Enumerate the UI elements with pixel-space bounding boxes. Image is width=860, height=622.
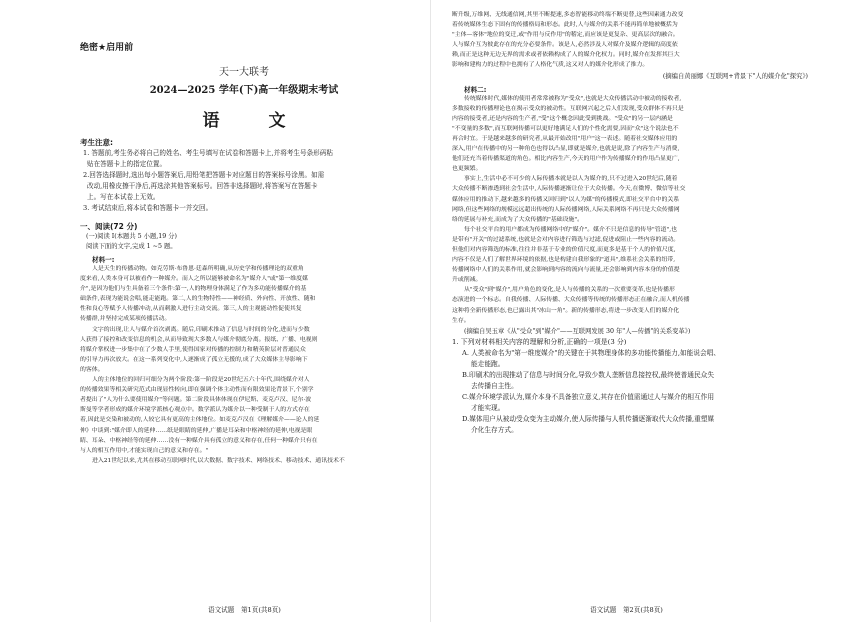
text-line: 从"受众"到"媒介",用户角色的变化,是人与传播的关系的一次重要变革,也是传播形: [464, 287, 675, 294]
text-line: 但他们对内容筛选的标准,往往并非基于专业的价值尺度,而更多是基于个人的价值尺度,: [452, 246, 676, 253]
text-line: 传播网络中人们的关系作用,就会影响到内容的流向与流量,还会影响到内容本身的价值提: [452, 267, 680, 274]
text-line: 生存。: [452, 317, 470, 324]
text-line: 内容的接受者,还是内容的生产者,"受"这个概念因此受到挑战。"受众"的另一层内涵是: [452, 115, 673, 122]
text-line: 着传统媒体生态下固有的传播格局和形态。此时,人与媒介的关系不能再简单地被概括为: [452, 22, 678, 29]
text-line: 大众传播不断渗透到社会生活中,人际传播逐渐让位于大众传播。今天,在微博、微信等社交: [452, 186, 686, 193]
right-page: [430, 0, 860, 622]
text-line: 的客体。: [80, 366, 104, 373]
exam-org: 天一大联考: [219, 67, 269, 78]
text-line: 人与媒介互为彼此存在的充分必要条件。该是人,必然涉及人对媒介及媒介逻辑的高度依: [452, 42, 678, 49]
text-line: 影响和建构力的过程中也拥有了人格化气质,这又对人的媒介化形成了推力。: [452, 62, 649, 69]
text-line: 斯曼等学者形成的媒介环境学派核心观点中。数学派认为媒介以一种受制于人的方式存在: [80, 407, 310, 414]
notice-item: 2.回答选择题时,选出每小题答案后,用铅笔把答题卡对应题目的答案标号涂黑。如需: [83, 171, 325, 179]
text-line: 的传播效果等相关研究范式由现显性转向,即在强调个体主动性而有限效果论背景下,个别学: [80, 387, 314, 394]
text-line: 每个社交平台的用户都成为传播网络中的"媒介"。媒介不只是信息的传导"管道",也: [464, 226, 677, 233]
option-c: C.媒介环境学派认为,媒介本身不具备独立意义,其存在价值需通过人与媒介的相互作用: [462, 392, 715, 401]
text-line: 断升级,万维网、无线通信网,其里不断提速,多态智能移动终端不断更替,这些因素通力改变: [452, 12, 684, 18]
text-line: 础条件,表现为能说会唱,能走能跑。第二,人的生物特性——神经质、外向性、开放性、随和: [80, 296, 316, 303]
material-1-source: (摘编自黄丽娜《互联网+背景下"人的媒介化"探究》): [662, 72, 808, 80]
text-line: 进入21世纪以来,尤其在移动互联网时代,以大数据、数字技术、网络技术、移动技术、通讯技术不: [92, 457, 345, 464]
notice-heading: 考生注意:: [80, 138, 113, 147]
option-a: A. 人类被命名为"第一维度媒介"的关键在于其物理身体的多功能传播能力,如能说会唱、: [462, 348, 721, 357]
text-line: 媒体应用的推动下,越来越多的传播又回归到"以人为媒"的传播模式,即社交平台中的关系: [452, 196, 680, 203]
text-line: 性和良心等赋予人传播冲动,从而刺激人进行主动交流。第三,人的主观能动性促使其复: [80, 306, 302, 313]
option-b: B.印刷术的出现推动了信息与时间分化,导致少数人垄断信息接控权,最终使普通民众失: [462, 370, 715, 379]
option-d-cont: 介化生存方式。: [471, 425, 518, 434]
text-line: "不变量的多数",而互联网传播可以更好地满足人们的个性化需要,因而"众"这个说法也不: [452, 125, 679, 132]
text-line: 赖,而正是这种无边无界的需求或者依赖构成了人的媒介化权力。同时,媒介在发挥其巨大: [452, 52, 680, 59]
text-line: 升或削减。: [452, 277, 482, 284]
notice-item: 3. 考试结束后,将本试卷和答题卡一并交回。: [83, 204, 213, 212]
text-line: 人的主体地位的回归可细分为两个阶段:第一阶段是20世纪五六十年代,围绕媒介对人: [92, 377, 310, 384]
text-line: 度来看,人类本身可以被看作一种媒介。而人之所以能够被命名为"媒介人"或"第一维度媒: [80, 276, 308, 283]
material-1-label: 材料一:: [92, 256, 115, 264]
option-a-cont: 能走能跑。: [471, 359, 505, 368]
question-1: [452, 337, 808, 436]
text-line: 他们还充当着传播渠道的角色。相比内容生产,今天的用户作为传播媒介的作用凸显更广,: [452, 156, 680, 163]
text-line: 与人的相互作用中,才能实现自己的意义和存在。": [80, 447, 209, 454]
subject-title: 语 文: [202, 111, 302, 131]
page-footer-left: 语文试题 第1页(共8页): [208, 606, 281, 614]
text-line: 络的延展与补充,而成为了大众传播的"基础设施"。: [452, 216, 583, 223]
notice-item: 上。写在本试卷上无效。: [87, 193, 160, 201]
section-title: 一、阅读(72 分): [80, 222, 138, 231]
text-line: 态演进的一个标志。自我传播、人际传播、大众传播等传统的传播形态正在融合,而人机传播: [452, 297, 690, 304]
material-2-source: (摘编自吴玉章《从"受众"到"媒介"——互联网发展 30 年"人—传播"的关系变革》): [464, 327, 691, 335]
option-b-cont: 去传播自主性。: [471, 381, 518, 390]
text-line: 深入,用户在传播中的另一种角色也得以凸显,即就是媒介,也就是说,除了内容生产与消费,: [452, 146, 680, 153]
text-line: 事实上,生活中必不可少的人际传播本就是以人为媒介的,只不过进入20世纪后,随着: [464, 176, 678, 183]
text-line: 文字的出现,让人与媒介首次剥离。随后,印刷术推动了信息与时间的分化,进而与少数: [92, 326, 310, 333]
text-line: 再合时宜。于是越来越多的研究者,从最开始改用"用户"这一表述。随着社交媒体应用的: [452, 135, 678, 142]
subsection-title: (一)阅读 I(本题共 5 小题,19 分): [86, 233, 178, 240]
text-line: 这种将全新传播形态,也已露出其"冰山一角"。新的传播形态,将进一步改变人们的媒介化: [452, 307, 680, 314]
secret-label: 绝密★启用前: [80, 43, 134, 53]
page-footer-right: 语文试题 第2页(共8页): [590, 606, 663, 614]
text-line: 介",是因为他们与生具备着三个条件:第一,人的物理身体满足了作为多功能传播媒介的基: [80, 286, 307, 293]
text-line: 多数接收的传播理论也在揭示受众的被动性。互联网兴起之后人们发现,受众群体不再只是: [452, 105, 684, 112]
text-line: 睛、耳朵、中枢神经等的延伸……没有一种媒介具有孤立的意义和存在,任何一种媒介只有在: [80, 437, 318, 444]
text-line: 传统媒体时代,媒体的使用者常常被称为"受众",也就是大众传播活动中被动的接收者,: [464, 95, 682, 102]
option-d: D.媒体用户从被动受众变为主动媒介,使人际传播与人机传播逐渐取代大众传播,重塑媒: [462, 414, 715, 423]
material-2-text: [452, 94, 808, 326]
material-2-label: 材料二:: [464, 85, 487, 94]
text-line: 伸》中谈到:"媒介即人的延伸……纸是眼睛的延伸,广播是耳朵和中枢神经的延伸,电视是眼: [80, 427, 313, 434]
text-line: "主体—客体"地位的变迁,或"作用与反作用"的稽定,而应该是更复杂、更高层次的融合。: [452, 32, 679, 39]
text-line: 传播群,并坚持完成某项传播活动。: [80, 316, 171, 323]
text-line: 者提出了"人为什么要使用媒介"等问题。第二阶段具体体现在伊尼斯、麦克卢汉、尼尔·波: [80, 397, 312, 404]
reading-instruction: 阅读下面的文字,完成 1 ~5 题。: [86, 243, 177, 250]
text-line: 是带有"开关"的过滤系统,也就是会对内容进行筛选与过滤,促进或阻止一些内容的流动。: [452, 236, 680, 243]
text-line: 将媒介掌权进一步集中在了少数人手里,使得国家对传播的控制力和精英阶层对普通民众: [80, 346, 306, 353]
notice-list: [80, 148, 408, 214]
text-line: 着,因此是交染和被动的,人较它具有更高的主体地位。如麦克卢汉在《理解媒介——论人的延: [80, 417, 320, 424]
text-line: 也更频繁。: [452, 166, 482, 173]
text-line: 内容不仅是人们了解世界环境的依据,也是构建自我形象的"道具",维系社会关系的纽带,: [452, 257, 676, 264]
text-line: 人获得了接控和改变信息的机会,从而导致现大多数人与媒介彻底分离。报纸、广播、电视则: [80, 336, 318, 343]
exam-title: 2024—2025 学年(下)高一年级期末考试: [149, 85, 339, 96]
question-stem: 1. 下列对材料相关内容的理解和分析,正确的一项是(3 分): [452, 337, 627, 346]
text-line: 人是天生的传播动物。如克劳斯·布鲁恩·廷森所明确,从历史学和传播理论的双重角: [92, 266, 304, 272]
notice-item: 改动,用橡皮擦干净后,再选涂其他答案标号。回答非选择题时,将答案写在答题卡: [87, 182, 318, 190]
material-1-continued: [452, 10, 808, 71]
notice-item: 1. 答题前,考生务必将自己的姓名、考生号填写在试卷和答题卡上,并将考生号条形码粘: [83, 149, 333, 157]
option-c-cont: 才能实现。: [471, 403, 505, 412]
material-1-text: [80, 264, 408, 466]
text-line: 的引导力再次放大。在这一系列变化中,人逐渐成了孤立无援的,成了大众媒体主导影响下: [80, 356, 308, 363]
notice-item: 贴在答题卡上的指定位置。: [87, 160, 167, 168]
text-line: 网络,但这些网络的规模远远超出传统的人际传播网络,人际关系网络不再只是大众传播网: [452, 206, 680, 213]
